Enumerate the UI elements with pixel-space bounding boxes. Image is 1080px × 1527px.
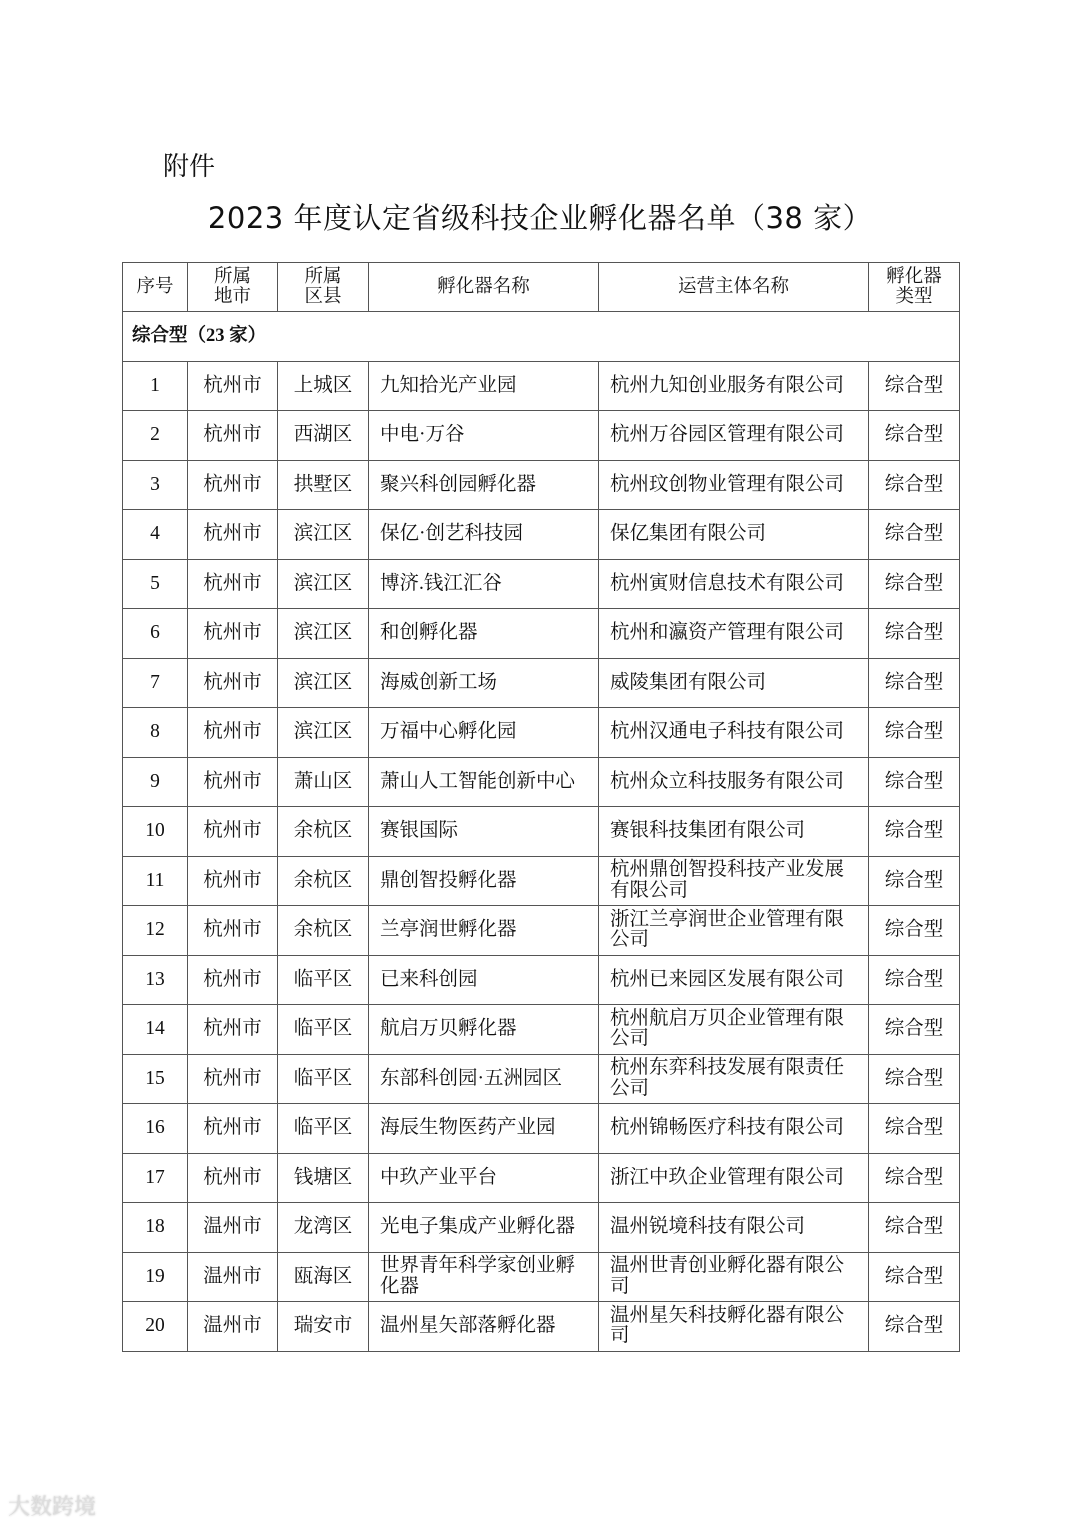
cell-operator-name: 杭州和瀛资产管理有限公司 <box>599 609 869 659</box>
cell-type: 综合型 <box>869 658 960 708</box>
cell-type: 综合型 <box>869 906 960 956</box>
cell-incubator-name: 已来科创园 <box>369 955 599 1005</box>
cell-index: 2 <box>123 411 188 461</box>
cell-city: 杭州市 <box>188 757 278 807</box>
section-label: 综合型（23 家） <box>123 312 960 362</box>
cell-district: 龙湾区 <box>278 1203 369 1253</box>
cell-incubator-name: 聚兴科创园孵化器 <box>369 460 599 510</box>
cell-index: 6 <box>123 609 188 659</box>
cell-operator-name: 杭州玟创物业管理有限公司 <box>599 460 869 510</box>
cell-district: 临平区 <box>278 1104 369 1154</box>
cell-city: 杭州市 <box>188 411 278 461</box>
table-row <box>123 807 960 857</box>
cell-index: 4 <box>123 510 188 560</box>
table-row <box>123 757 960 807</box>
cell-district: 瑞安市 <box>278 1302 369 1352</box>
cell-operator-name: 温州世青创业孵化器有限公司 <box>599 1252 869 1302</box>
cell-index: 14 <box>123 1005 188 1055</box>
cell-incubator-name: 保亿·创艺科技园 <box>369 510 599 560</box>
cell-operator-name: 赛银科技集团有限公司 <box>599 807 869 857</box>
table-row <box>123 856 960 906</box>
cell-city: 杭州市 <box>188 856 278 906</box>
cell-index: 13 <box>123 955 188 1005</box>
cell-index: 1 <box>123 361 188 411</box>
cell-city: 温州市 <box>188 1252 278 1302</box>
cell-district: 拱墅区 <box>278 460 369 510</box>
cell-operator-name: 杭州众立科技服务有限公司 <box>599 757 869 807</box>
cell-type: 综合型 <box>869 411 960 461</box>
cell-city: 杭州市 <box>188 559 278 609</box>
cell-operator-name: 杭州东弈科技发展有限责任公司 <box>599 1054 869 1104</box>
table-row <box>123 361 960 411</box>
cell-district: 临平区 <box>278 1054 369 1104</box>
cell-type: 综合型 <box>869 460 960 510</box>
attachment-label: 附件 <box>163 152 216 182</box>
header-city: 所属地市 <box>188 263 278 312</box>
cell-operator-name: 杭州万谷园区管理有限公司 <box>599 411 869 461</box>
cell-operator-name: 温州星矢科技孵化器有限公司 <box>599 1302 869 1352</box>
cell-city: 杭州市 <box>188 361 278 411</box>
document-title: 2023 年度认定省级科技企业孵化器名单（38 家） <box>207 201 873 235</box>
cell-operator-name: 威陵集团有限公司 <box>599 658 869 708</box>
table-row <box>123 1005 960 1055</box>
cell-index: 9 <box>123 757 188 807</box>
cell-incubator-name: 海辰生物医药产业园 <box>369 1104 599 1154</box>
cell-index: 12 <box>123 906 188 956</box>
table-row <box>123 510 960 560</box>
table-row <box>123 609 960 659</box>
watermark-logo: 大数跨境 <box>8 1495 97 1520</box>
cell-index: 7 <box>123 658 188 708</box>
cell-index: 3 <box>123 460 188 510</box>
cell-city: 杭州市 <box>188 609 278 659</box>
cell-type: 综合型 <box>869 708 960 758</box>
cell-incubator-name: 和创孵化器 <box>369 609 599 659</box>
cell-type: 综合型 <box>869 955 960 1005</box>
table-row <box>123 1252 960 1302</box>
cell-district: 滨江区 <box>278 559 369 609</box>
table-row <box>123 658 960 708</box>
cell-incubator-name: 温州星矢部落孵化器 <box>369 1302 599 1352</box>
cell-type: 综合型 <box>869 1005 960 1055</box>
cell-type: 综合型 <box>869 361 960 411</box>
cell-operator-name: 杭州已来园区发展有限公司 <box>599 955 869 1005</box>
cell-district: 上城区 <box>278 361 369 411</box>
cell-type: 综合型 <box>869 1054 960 1104</box>
cell-city: 杭州市 <box>188 1054 278 1104</box>
cell-city: 杭州市 <box>188 658 278 708</box>
table-row <box>123 1153 960 1203</box>
cell-district: 滨江区 <box>278 510 369 560</box>
header-index: 序号 <box>123 263 188 312</box>
cell-index: 16 <box>123 1104 188 1154</box>
cell-district: 萧山区 <box>278 757 369 807</box>
table-row <box>123 1203 960 1253</box>
cell-district: 临平区 <box>278 955 369 1005</box>
section-row <box>123 312 960 362</box>
cell-city: 杭州市 <box>188 955 278 1005</box>
table-header-row <box>123 263 960 312</box>
cell-incubator-name: 兰亭润世孵化器 <box>369 906 599 956</box>
cell-district: 余杭区 <box>278 807 369 857</box>
cell-operator-name: 杭州锦畅医疗科技有限公司 <box>599 1104 869 1154</box>
cell-city: 杭州市 <box>188 1104 278 1154</box>
cell-incubator-name: 萧山人工智能创新中心 <box>369 757 599 807</box>
cell-index: 15 <box>123 1054 188 1104</box>
cell-district: 余杭区 <box>278 906 369 956</box>
cell-type: 综合型 <box>869 807 960 857</box>
cell-type: 综合型 <box>869 757 960 807</box>
cell-type: 综合型 <box>869 1203 960 1253</box>
cell-city: 杭州市 <box>188 708 278 758</box>
cell-district: 西湖区 <box>278 411 369 461</box>
cell-index: 17 <box>123 1153 188 1203</box>
table-row <box>123 1054 960 1104</box>
cell-incubator-name: 航启万贝孵化器 <box>369 1005 599 1055</box>
cell-district: 余杭区 <box>278 856 369 906</box>
cell-district: 滨江区 <box>278 658 369 708</box>
cell-operator-name: 温州锐境科技有限公司 <box>599 1203 869 1253</box>
table-row <box>123 708 960 758</box>
cell-operator-name: 杭州鼎创智投科技产业发展有限公司 <box>599 856 869 906</box>
cell-district: 滨江区 <box>278 708 369 758</box>
cell-operator-name: 杭州汉通电子科技有限公司 <box>599 708 869 758</box>
cell-operator-name: 保亿集团有限公司 <box>599 510 869 560</box>
table-row <box>123 906 960 956</box>
table-row <box>123 955 960 1005</box>
table-row <box>123 1302 960 1352</box>
table-row <box>123 559 960 609</box>
cell-operator-name: 杭州寅财信息技术有限公司 <box>599 559 869 609</box>
cell-index: 18 <box>123 1203 188 1253</box>
table-row <box>123 1104 960 1154</box>
cell-index: 10 <box>123 807 188 857</box>
cell-city: 温州市 <box>188 1302 278 1352</box>
cell-district: 滨江区 <box>278 609 369 659</box>
cell-type: 综合型 <box>869 609 960 659</box>
cell-incubator-name: 世界青年科学家创业孵化器 <box>369 1252 599 1302</box>
cell-operator-name: 杭州航启万贝企业管理有限公司 <box>599 1005 869 1055</box>
header-incubator-name: 孵化器名称 <box>369 263 599 312</box>
cell-city: 杭州市 <box>188 510 278 560</box>
cell-index: 5 <box>123 559 188 609</box>
cell-incubator-name: 鼎创智投孵化器 <box>369 856 599 906</box>
cell-city: 温州市 <box>188 1203 278 1253</box>
cell-incubator-name: 光电子集成产业孵化器 <box>369 1203 599 1253</box>
cell-incubator-name: 九知拾光产业园 <box>369 361 599 411</box>
cell-incubator-name: 海威创新工场 <box>369 658 599 708</box>
cell-city: 杭州市 <box>188 460 278 510</box>
cell-type: 综合型 <box>869 559 960 609</box>
incubator-table <box>122 262 960 1352</box>
cell-incubator-name: 东部科创园·五洲园区 <box>369 1054 599 1104</box>
cell-operator-name: 浙江中玖企业管理有限公司 <box>599 1153 869 1203</box>
cell-operator-name: 浙江兰亭润世企业管理有限公司 <box>599 906 869 956</box>
header-operator-name: 运营主体名称 <box>599 263 869 312</box>
cell-type: 综合型 <box>869 510 960 560</box>
cell-index: 8 <box>123 708 188 758</box>
cell-operator-name: 杭州九知创业服务有限公司 <box>599 361 869 411</box>
cell-type: 综合型 <box>869 1252 960 1302</box>
cell-type: 综合型 <box>869 1104 960 1154</box>
cell-city: 杭州市 <box>188 1005 278 1055</box>
table-row <box>123 411 960 461</box>
header-type: 孵化器类型 <box>869 263 960 312</box>
cell-incubator-name: 中电·万谷 <box>369 411 599 461</box>
cell-city: 杭州市 <box>188 1153 278 1203</box>
table-row <box>123 460 960 510</box>
cell-incubator-name: 万福中心孵化园 <box>369 708 599 758</box>
cell-index: 20 <box>123 1302 188 1352</box>
cell-city: 杭州市 <box>188 807 278 857</box>
cell-city: 杭州市 <box>188 906 278 956</box>
cell-district: 临平区 <box>278 1005 369 1055</box>
cell-index: 19 <box>123 1252 188 1302</box>
cell-district: 瓯海区 <box>278 1252 369 1302</box>
cell-incubator-name: 中玖产业平台 <box>369 1153 599 1203</box>
cell-type: 综合型 <box>869 1153 960 1203</box>
cell-index: 11 <box>123 856 188 906</box>
cell-incubator-name: 博济.钱江汇谷 <box>369 559 599 609</box>
header-district: 所属区县 <box>278 263 369 312</box>
cell-type: 综合型 <box>869 856 960 906</box>
cell-incubator-name: 赛银国际 <box>369 807 599 857</box>
cell-district: 钱塘区 <box>278 1153 369 1203</box>
cell-type: 综合型 <box>869 1302 960 1352</box>
